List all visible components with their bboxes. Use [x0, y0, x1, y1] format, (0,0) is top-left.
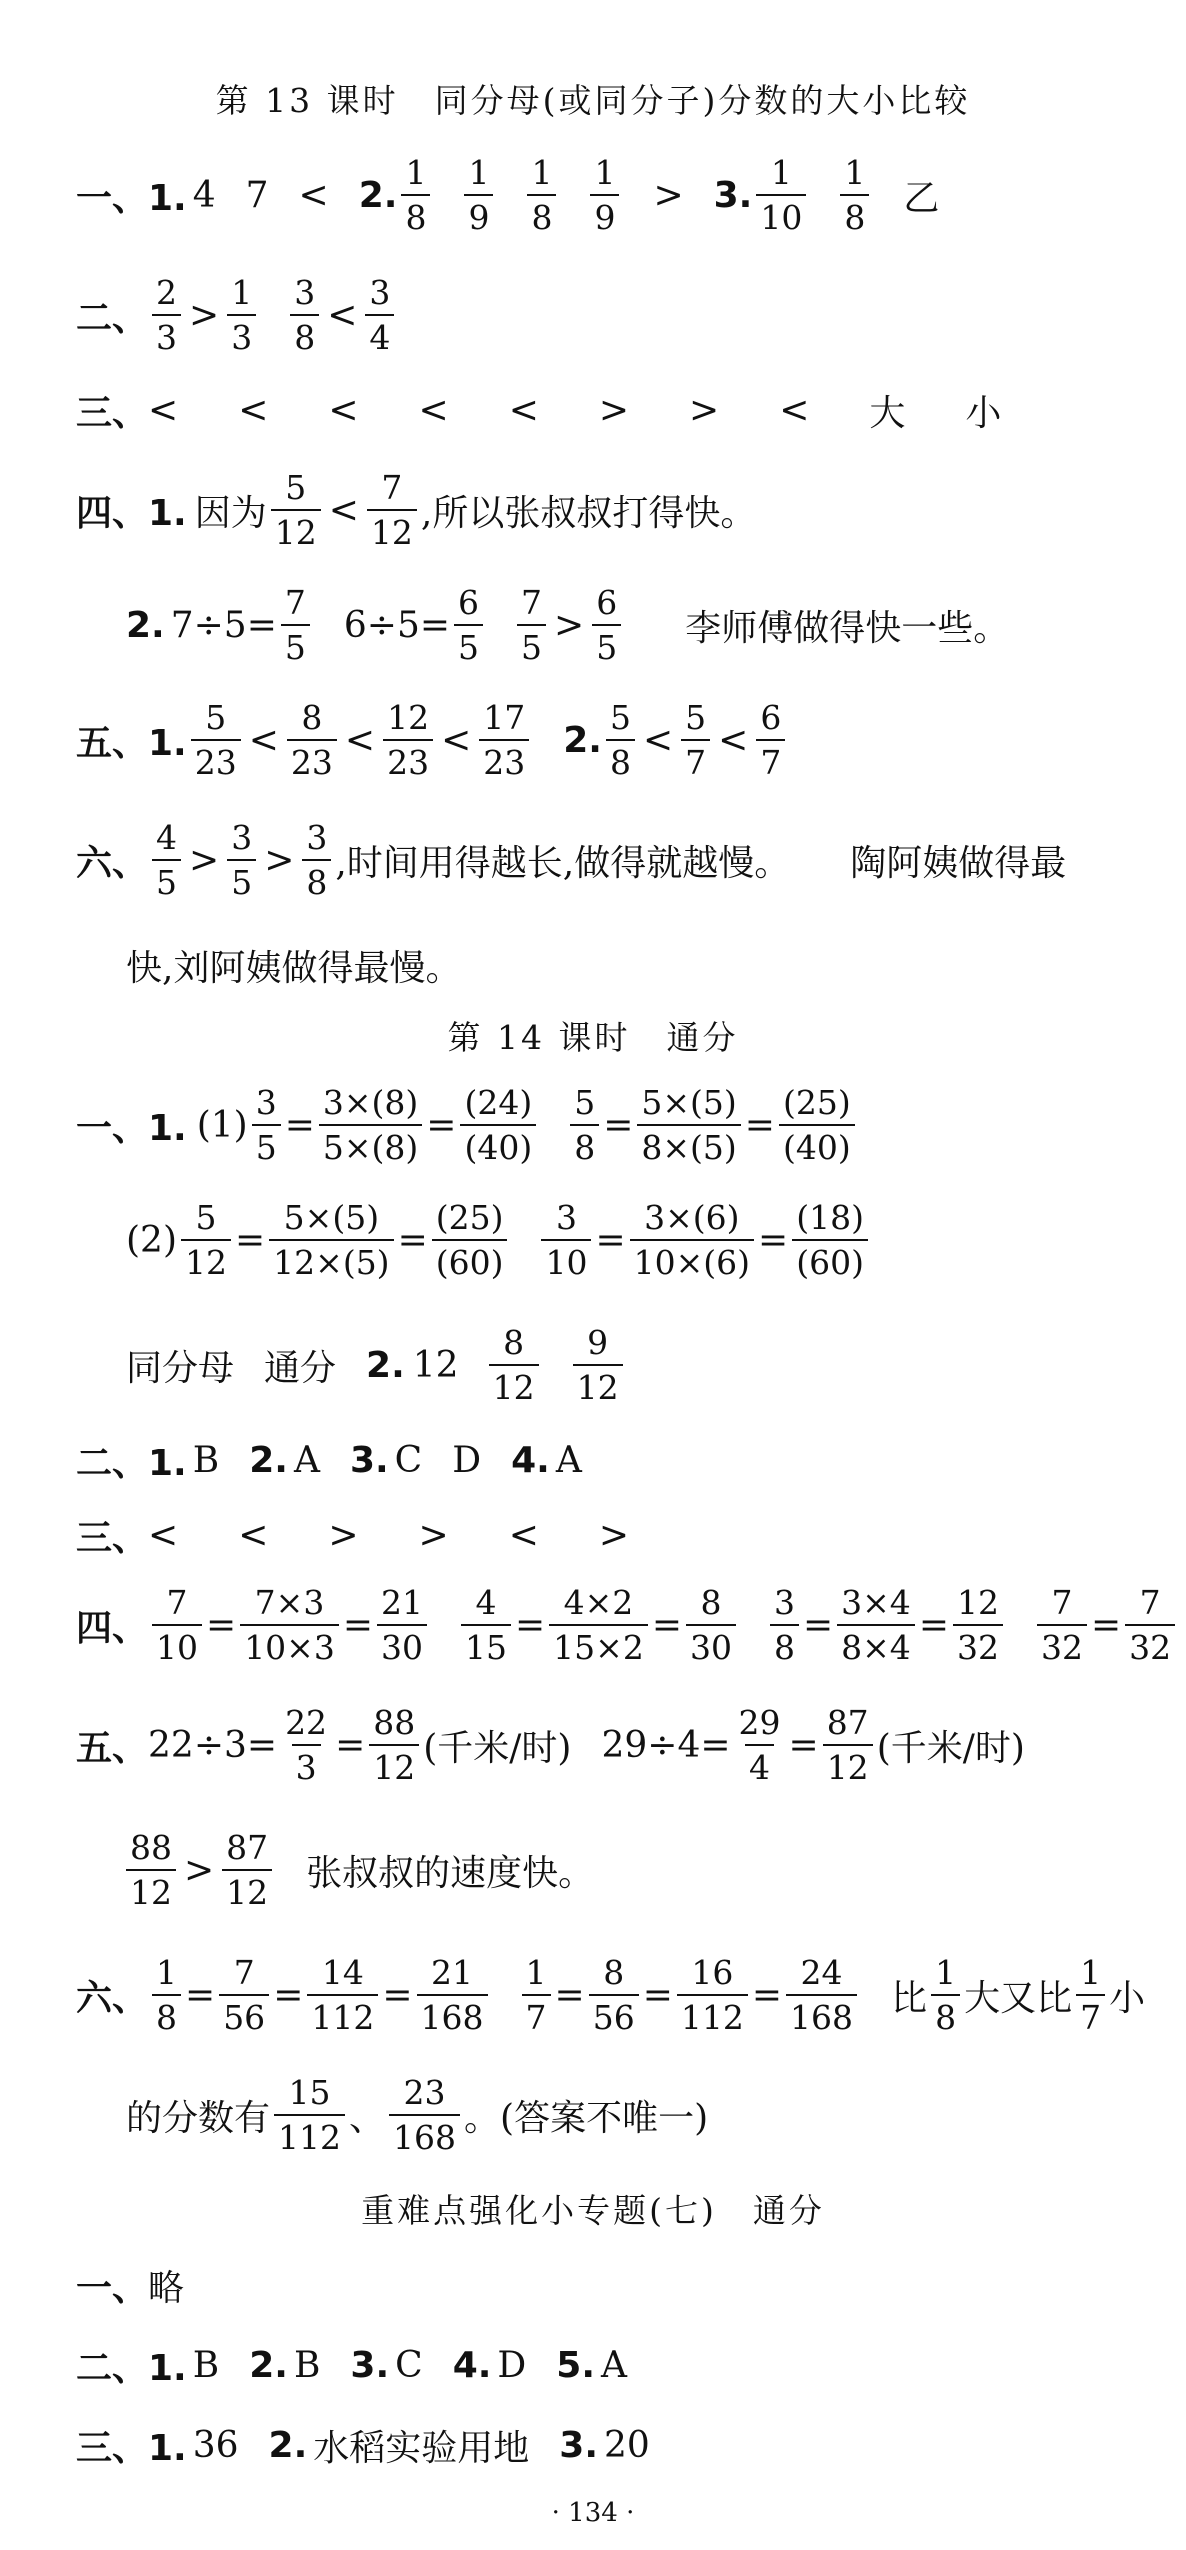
fraction: $\frac{6}{5}$ [592, 586, 621, 664]
operator: = [1090, 1604, 1122, 1646]
operator: = [235, 1219, 266, 1261]
answer: C [394, 1439, 423, 1481]
fraction: $\frac{87}{12}$ [823, 1706, 873, 1784]
fraction: $\frac{5}{7}$ [681, 701, 710, 779]
fraction: $\frac{5}{8}$ [570, 1086, 599, 1164]
text: 的分数有 [126, 2097, 271, 2139]
label: 五、1. [76, 722, 187, 764]
fraction: $\frac{5}{12}$ [181, 1201, 231, 1279]
s7-q1 [76, 2240, 1146, 2330]
text: 同分母 [126, 1347, 235, 1389]
fraction: $\frac{8}{30}$ [686, 1586, 736, 1664]
s14-q6-1 [76, 1950, 1146, 2040]
s13-q5 [76, 695, 1146, 785]
answer: D [497, 2344, 527, 2386]
s13-q3 [76, 365, 1146, 455]
fraction: $\frac{(25)}{(60)}$ [432, 1201, 508, 1279]
text: 。(答案不唯一) [464, 2097, 709, 2139]
answer: B [192, 1439, 220, 1481]
fraction: $\frac{29}{4}$ [738, 1703, 781, 1787]
operator: = [382, 1974, 413, 2016]
text: 张叔叔的速度快。 [306, 1852, 595, 1894]
answer: 36 [192, 2424, 239, 2466]
text: 大又比 [964, 1977, 1073, 2019]
fraction: $\frac{8}{56}$ [589, 1956, 639, 2034]
operator: > [189, 839, 220, 881]
label: 三、 [76, 1517, 149, 1559]
operator: = [335, 1724, 366, 1766]
text: 比 [891, 1977, 928, 2019]
fraction: $\frac{6}{7}$ [756, 701, 785, 779]
operator: = [751, 1974, 783, 2016]
text: 小 [1109, 1977, 1146, 2019]
label: 二、1. [76, 1442, 187, 1484]
operator: = [642, 1974, 673, 2016]
s14-q4 [76, 1580, 1172, 1670]
text: ,时间用得越长,做得就越慢。 [335, 842, 791, 884]
fraction: $\frac{88}{12}$ [369, 1706, 419, 1784]
s13-q1 [76, 150, 1146, 240]
fraction: $\frac{7}{32}$ [1125, 1586, 1175, 1664]
text: 、 [349, 2097, 386, 2139]
s7-q3 [76, 2400, 1146, 2490]
label: 2. [358, 174, 398, 216]
section-13-title: 第 13 课时 同分母(或同分子)分数的大小比较 [215, 81, 971, 120]
fraction: $\frac{8}{12}$ [489, 1326, 539, 1404]
label: 三、 [76, 392, 149, 434]
s13-q2 [76, 270, 1146, 360]
answer: < [508, 1514, 539, 1556]
fraction: $\frac{3\times 4}{8\times 4}$ [837, 1586, 915, 1664]
fraction: $\frac{8}{23}$ [287, 701, 337, 779]
answer: < [238, 1514, 269, 1556]
fraction: $\frac{3}{8}$ [290, 276, 319, 354]
fraction: $\frac{1}{8}$ [401, 156, 430, 234]
answer: B [293, 2344, 321, 2386]
operator: < [718, 719, 749, 761]
fraction: $\frac{5}{12}$ [271, 471, 321, 549]
operator: < [327, 294, 358, 336]
answer: A [555, 1439, 582, 1481]
answer: < [328, 389, 359, 431]
operator: > [184, 1849, 215, 1891]
label: 二、 [76, 297, 149, 339]
s14-q1-2 [126, 1195, 1146, 1285]
text: 22÷3= [148, 1724, 278, 1766]
answer: 小 [965, 392, 1002, 434]
text: 李师傅做得快一些。 [685, 607, 1010, 649]
label: 4. [452, 2344, 492, 2386]
operator: = [206, 1604, 237, 1646]
fraction: $\frac{1}{9}$ [464, 156, 493, 234]
fraction: $\frac{21}{168}$ [417, 1956, 488, 2034]
fraction: $\frac{3}{4}$ [365, 276, 394, 354]
operator: = [342, 1604, 373, 1646]
operator: = [515, 1604, 546, 1646]
label: 2. [563, 719, 602, 761]
fraction: $\frac{16}{112}$ [677, 1956, 748, 2034]
section-14-title: 第 14 课时 通分 [447, 1018, 739, 1057]
answer: < [148, 389, 179, 431]
answer: < [779, 389, 810, 431]
fraction: $\frac{23}{168}$ [389, 2076, 460, 2154]
s13-q6 [76, 815, 1146, 905]
label: 3. [559, 2424, 599, 2466]
fraction: $\frac{21}{30}$ [377, 1586, 427, 1664]
fraction: $\frac{7}{5}$ [517, 586, 546, 664]
fraction: $\frac{7}{56}$ [219, 1956, 269, 2034]
answer: > [598, 389, 630, 431]
label: 2. [249, 1439, 288, 1481]
fraction: $\frac{1}{7}$ [522, 1956, 551, 2034]
operator: = [603, 1104, 634, 1146]
answer: A [293, 1439, 320, 1481]
fraction: $\frac{1}{8}$ [152, 1956, 181, 2034]
operator: = [397, 1219, 428, 1261]
fraction: $\frac{14}{112}$ [307, 1956, 378, 2034]
text: 29÷4= [601, 1724, 731, 1766]
s14-q5-1 [76, 1700, 1146, 1790]
operator: > [189, 294, 220, 336]
answer: < [508, 389, 539, 431]
operator: = [595, 1219, 626, 1261]
answer: 12 [412, 1344, 459, 1386]
label: 一、1. [76, 177, 187, 219]
answer: < [418, 389, 449, 431]
s13-q4-1 [76, 465, 1146, 555]
operator: = [426, 1104, 457, 1146]
label: 一、1. [76, 1107, 187, 1149]
fraction: $\frac{1}{8}$ [527, 156, 556, 234]
label: 2. [126, 604, 165, 646]
operator: < [248, 719, 279, 761]
label: 3. [713, 174, 753, 216]
section-7-title: 重难点强化小专题(七) 通分 [361, 2191, 825, 2230]
fraction: $\frac{3}{5}$ [227, 821, 256, 899]
label: 五、 [76, 1727, 149, 1769]
answer: < [298, 174, 329, 216]
answer: > [418, 1514, 449, 1556]
text: (千米/时) [876, 1727, 1025, 1769]
label: 三、1. [76, 2427, 187, 2469]
operator: = [802, 1604, 834, 1646]
operator: < [344, 719, 376, 761]
answer: A [601, 2344, 628, 2386]
operator: = [284, 1104, 315, 1146]
fraction: $\frac{22}{3}$ [285, 1703, 328, 1787]
operator: > [264, 839, 295, 881]
answer: 乙 [903, 177, 940, 219]
operator: = [788, 1724, 819, 1766]
fraction: $\frac{12}{32}$ [953, 1586, 1003, 1664]
label: 一、 [76, 2267, 149, 2309]
label: 5. [556, 2344, 596, 2386]
answer: < [238, 389, 269, 431]
fraction: $\frac{4}{15}$ [461, 1586, 511, 1664]
fraction: $\frac{1}{8}$ [840, 156, 869, 234]
fraction: $\frac{5\times(5)}{8\times(5)}$ [637, 1086, 740, 1164]
fraction: $\frac{2}{3}$ [152, 276, 181, 354]
operator: < [328, 489, 359, 531]
operator: = [744, 1104, 775, 1146]
operator: = [918, 1604, 949, 1646]
fraction: $\frac{(25)}{(40)}$ [779, 1086, 855, 1164]
label: 2. [249, 2344, 288, 2386]
label: 二、1. [76, 2347, 187, 2389]
fraction: $\frac{3}{8}$ [770, 1586, 799, 1664]
operator: = [185, 1974, 216, 2016]
answer: > [328, 1514, 359, 1556]
answer: 大 [869, 392, 906, 434]
text: 6÷5= [343, 604, 451, 646]
fraction: $\frac{87}{12}$ [222, 1831, 272, 1909]
fraction: $\frac{9}{12}$ [573, 1326, 623, 1404]
fraction: $\frac{1}{8}$ [931, 1956, 960, 2034]
text: 通分 [264, 1347, 337, 1389]
label: 3. [350, 2344, 390, 2386]
fraction: $\frac{4}{5}$ [152, 821, 181, 899]
s13-q4-2 [126, 580, 1146, 670]
fraction: $\frac{3}{5}$ [252, 1086, 281, 1164]
operator: < [642, 719, 674, 761]
fraction: $\frac{7}{10}$ [152, 1586, 202, 1664]
operator: = [273, 1974, 304, 2016]
operator: = [651, 1604, 682, 1646]
operator: = [758, 1219, 789, 1261]
label: 六、 [76, 1977, 149, 2019]
text: 陶阿姨做得最 [850, 842, 1067, 884]
fraction: $\frac{6}{5}$ [454, 586, 483, 664]
fraction: $\frac{5}{23}$ [191, 701, 241, 779]
page-number: · 134 · [551, 2498, 635, 2528]
fraction: $\frac{1}{9}$ [590, 156, 619, 234]
answer: 略 [148, 2267, 185, 2309]
answer: 7 [245, 174, 269, 216]
operator: > [554, 604, 585, 646]
s14-q6-2 [126, 2070, 1146, 2160]
fraction: $\frac{17}{23}$ [479, 701, 529, 779]
fraction: $\frac{88}{12}$ [126, 1831, 176, 1909]
fraction: $\frac{(18)}{(60)}$ [792, 1201, 868, 1279]
answer: 4 [192, 174, 216, 216]
answer: 20 [604, 2424, 650, 2466]
operator: < [441, 719, 472, 761]
label: 2. [366, 1344, 405, 1386]
label: 四、1. [76, 492, 187, 534]
s13-q6-cont [126, 920, 1146, 1010]
answer: > [689, 389, 720, 431]
label: 四、 [76, 1607, 149, 1649]
fraction: $\frac{3}{8}$ [302, 821, 331, 899]
fraction: $\frac{5}{8}$ [606, 701, 635, 779]
s7-q2 [76, 2320, 1146, 2410]
fraction: $\frac{3}{10}$ [541, 1201, 591, 1279]
fraction: $\frac{12}{23}$ [383, 701, 433, 779]
fraction: $\frac{3\times(6)}{10\times(6)}$ [630, 1201, 754, 1279]
fraction: $\frac{24}{168}$ [786, 1956, 857, 2034]
fraction: $\frac{5\times(5)}{12\times(5)}$ [269, 1201, 393, 1279]
text: 7÷5= [170, 604, 277, 646]
s14-q3 [76, 1490, 1146, 1580]
text: 因为 [194, 492, 267, 534]
answer: < [148, 1514, 179, 1556]
fraction: $\frac{1}{3}$ [227, 276, 256, 354]
fraction: $\frac{7}{12}$ [367, 471, 417, 549]
answer: D [452, 1439, 482, 1481]
fraction: $\frac{1}{7}$ [1076, 1956, 1105, 2034]
label: 六、 [76, 842, 149, 884]
answer: > [598, 1514, 630, 1556]
text: (千米/时) [423, 1727, 572, 1769]
s14-q1-1 [76, 1080, 1146, 1170]
fraction: $\frac{3\times(8)}{5\times(8)}$ [319, 1086, 422, 1164]
text: 快,刘阿姨做得最慢。 [126, 947, 462, 989]
fraction: $\frac{4\times 2}{15\times 2}$ [549, 1586, 648, 1664]
answer: B [192, 2344, 220, 2386]
label: 2. [268, 2424, 308, 2466]
fraction: $\frac{1}{10}$ [756, 156, 806, 234]
fraction: $\frac{7\times 3}{10\times 3}$ [240, 1586, 339, 1664]
label: 4. [511, 1439, 550, 1481]
text: (2) [126, 1219, 177, 1261]
label: 3. [349, 1439, 389, 1481]
s14-q1-3 [126, 1320, 1146, 1410]
answer: C [395, 2344, 423, 2386]
answer: 水稻实验用地 [313, 2427, 530, 2469]
text: ,所以张叔叔打得快。 [420, 492, 757, 534]
answer: > [653, 174, 684, 216]
operator: = [554, 1974, 585, 2016]
fraction: $\frac{7}{5}$ [281, 586, 310, 664]
fraction: $\frac{7}{32}$ [1037, 1586, 1087, 1664]
s14-q5-2 [122, 1825, 1146, 1915]
text: (1) [196, 1104, 248, 1146]
fraction: $\frac{15}{112}$ [274, 2076, 345, 2154]
fraction: $\frac{(24)}{(40)}$ [460, 1086, 536, 1164]
